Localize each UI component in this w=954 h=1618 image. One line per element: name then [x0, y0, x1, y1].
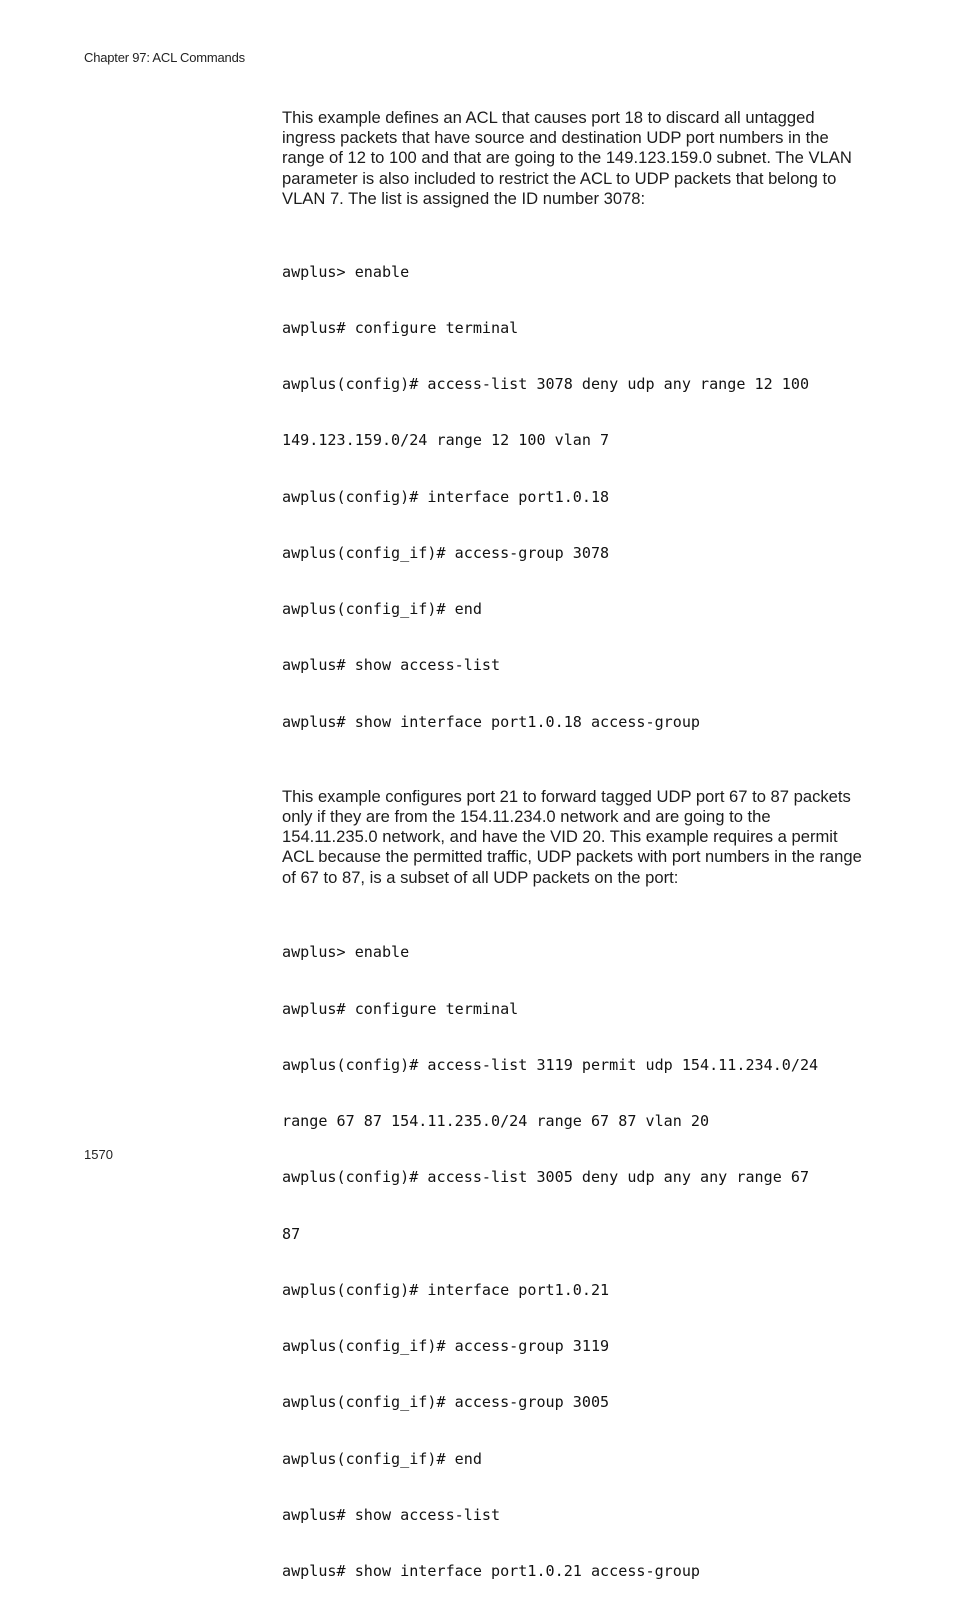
code-line: awplus(config_if)# access-group 3078	[282, 543, 610, 562]
example1-code-block	[282, 225, 862, 769]
code-line: awplus# show interface port1.0.21 access-group	[282, 1562, 701, 1580]
page-number: 1570	[84, 1147, 113, 1162]
code-line: awplus> enable	[282, 943, 410, 962]
code-line: awplus# show interface port1.0.18 access-group	[282, 712, 701, 731]
example2-code-block	[282, 906, 862, 1618]
code-line: awplus> enable	[282, 262, 410, 281]
code-line: awplus(config)# access-list 3005 deny udp any any range 67	[282, 1168, 810, 1187]
code-line: 87	[282, 1224, 301, 1243]
code-line: awplus# show access-list	[282, 1505, 501, 1524]
code-line: awplus(config)# access-list 3078 deny udp any range 12 100	[282, 375, 810, 393]
code-line: awplus(config_if)# end	[282, 600, 482, 618]
code-line: awplus# configure terminal	[282, 318, 519, 337]
code-line: awplus# configure terminal	[282, 999, 519, 1018]
code-line: 149.123.159.0/24 range 12 100 vlan 7	[282, 431, 610, 450]
code-line: awplus(config_if)# end	[282, 1449, 482, 1468]
code-line: awplus# show access-list	[282, 656, 501, 675]
code-line: awplus(config_if)# access-group 3005	[282, 1393, 610, 1412]
running-header: Chapter 97: ACL Commands	[84, 50, 245, 65]
code-line: awplus(config_if)# access-group 3119	[282, 1337, 610, 1355]
page-content	[282, 108, 862, 1618]
example1-description: This example defines an ACL that causes port 18 to discard all untagged ingress packets that have source and destination UDP port numbers in the range of 12 to 100 and that are going to the 149.123.159.0 subnet. The VLAN parameter is also included to restrict the ACL to UDP packets that belong to VLAN 7. The list is assigned the ID number 3078:	[282, 108, 852, 208]
code-line: awplus(config)# access-list 3119 permit udp 154.11.234.0/24	[282, 1055, 819, 1074]
code-line: awplus(config)# interface port1.0.18	[282, 487, 610, 506]
example2-description: This example configures port 21 to forward tagged UDP port 67 to 87 packets only if they are from the 154.11.234.0 network and are going to the 154.11.235.0 network, and have the VID 20. This example requires a permit ACL because the permitted traffic, UDP packets with port numbers in the range of 67 to 87, is a subset of all UDP packets on the port:	[282, 786, 862, 887]
code-line: range 67 87 154.11.235.0/24 range 67 87 vlan 20	[282, 1112, 710, 1130]
code-line: awplus(config)# interface port1.0.21	[282, 1280, 610, 1299]
